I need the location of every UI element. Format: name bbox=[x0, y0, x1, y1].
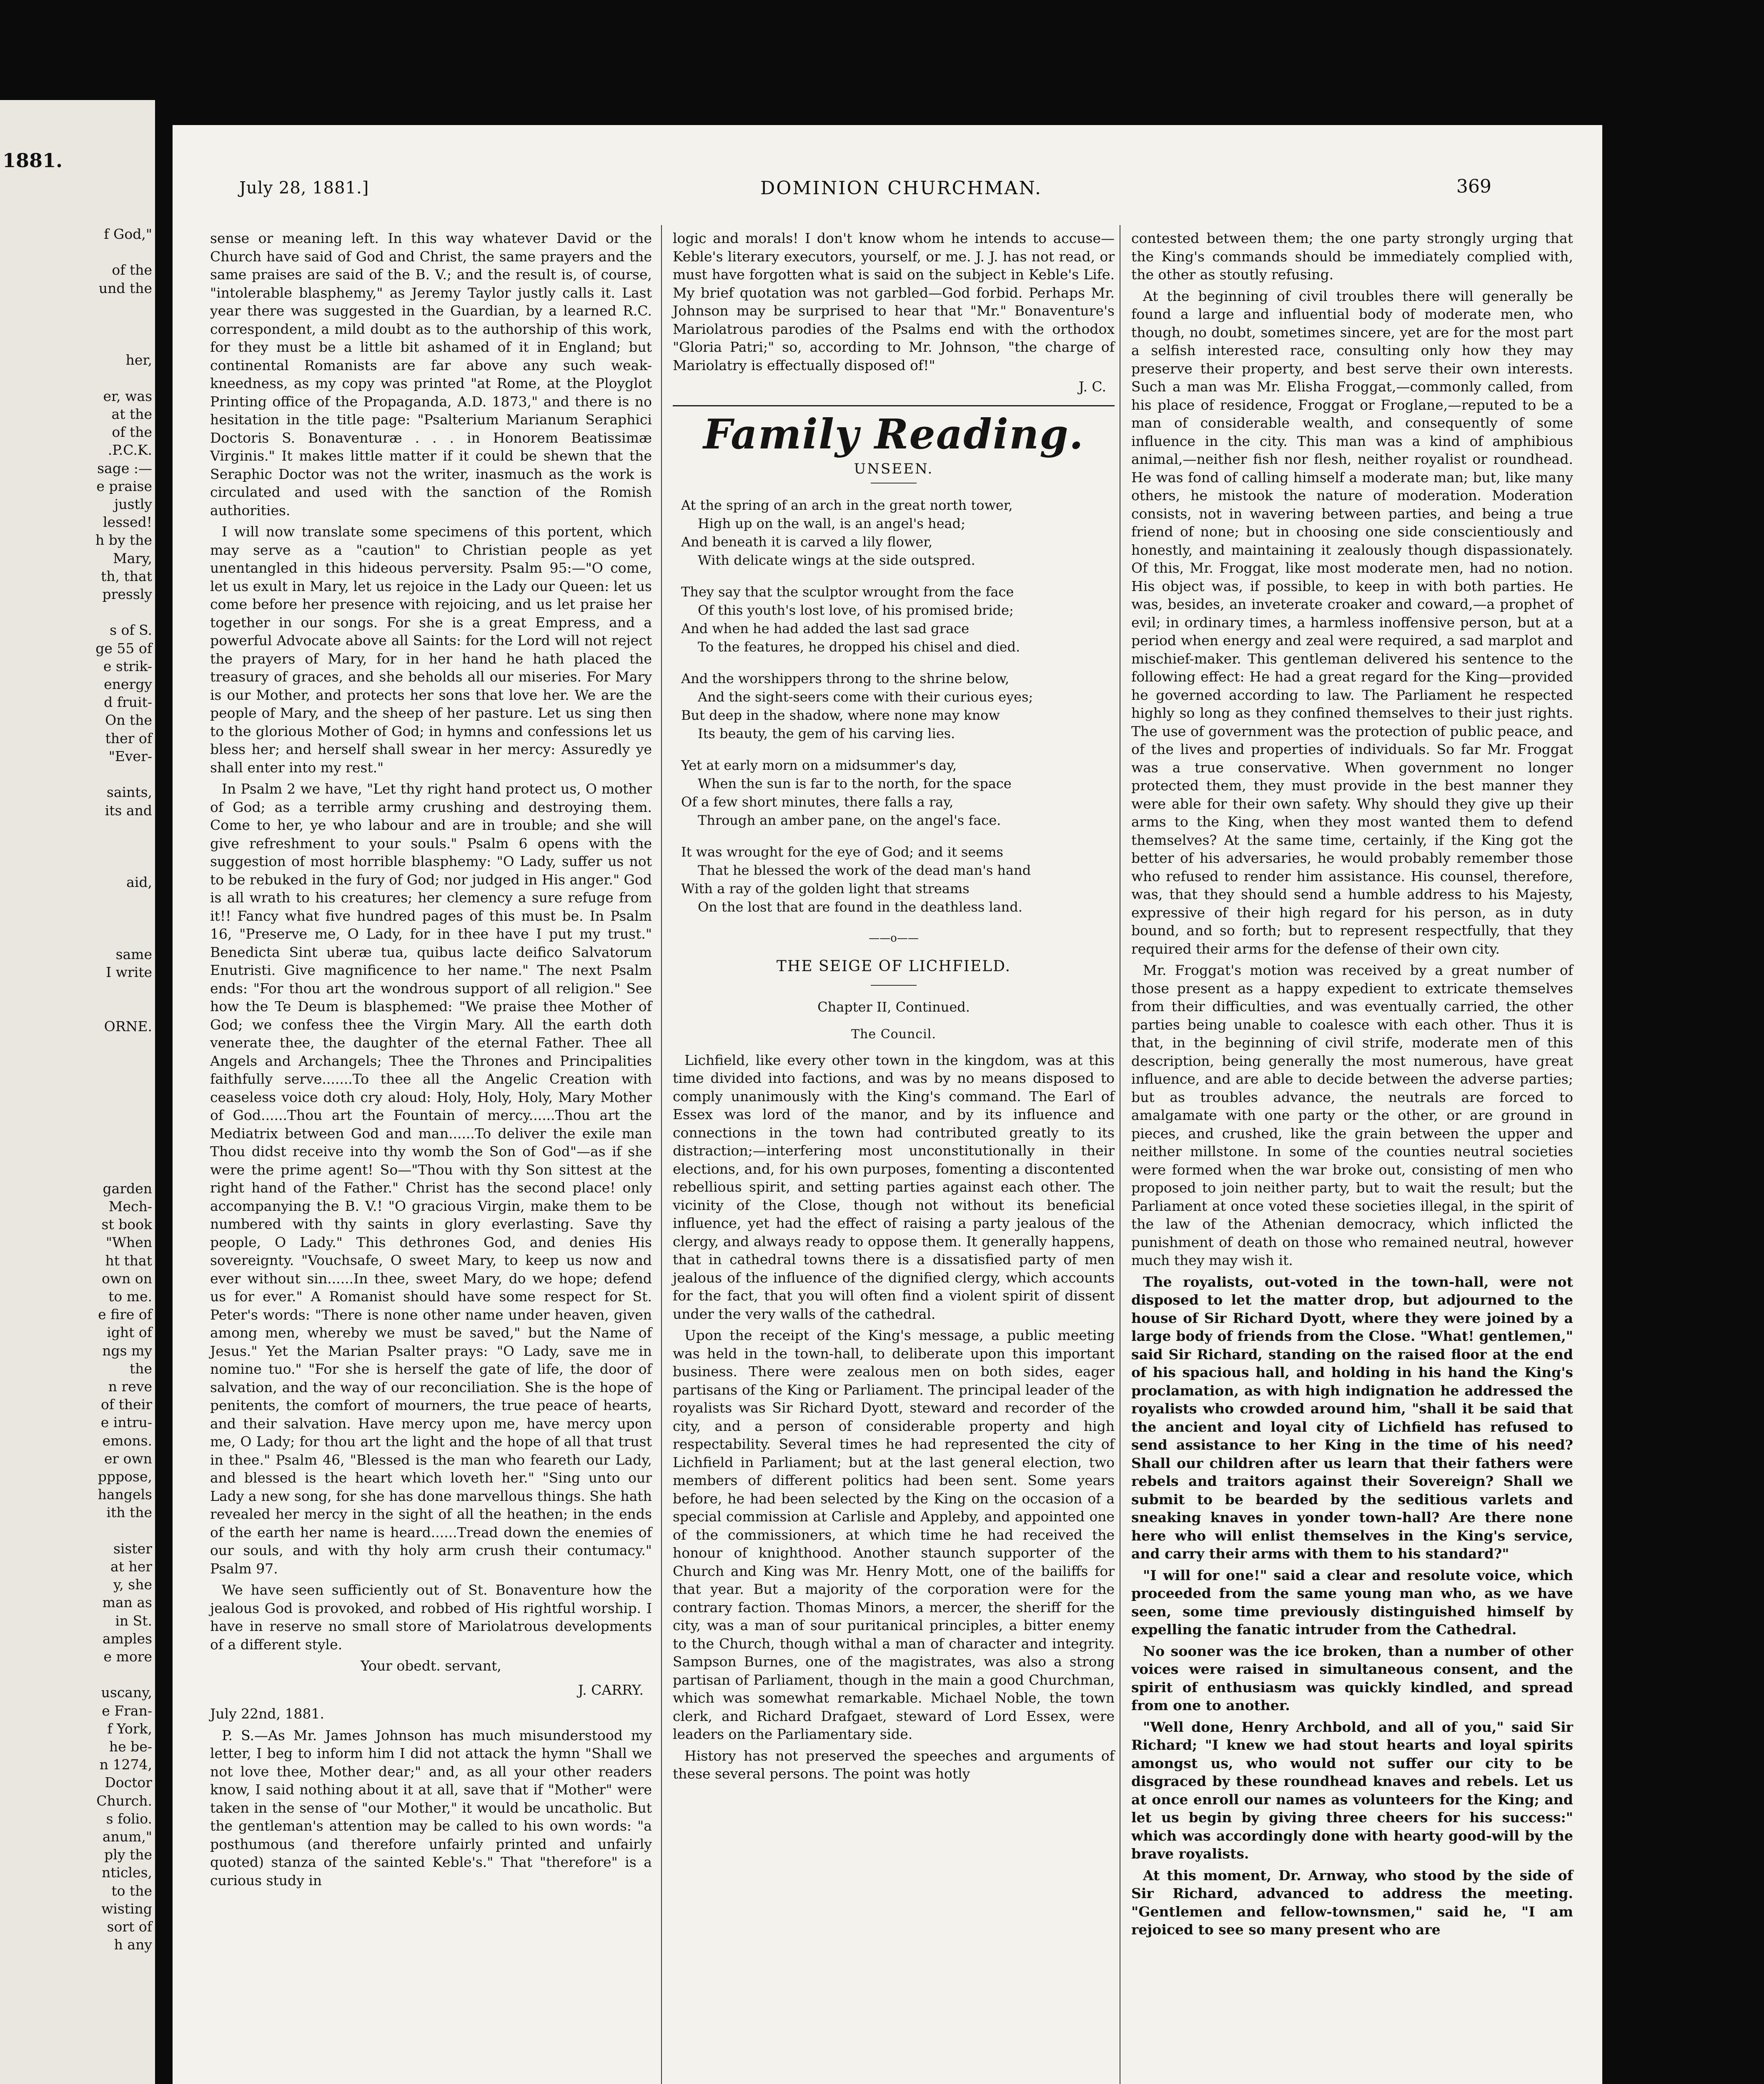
column-middle bbox=[673, 229, 1115, 1786]
letter-closing: Your obedt. servant, bbox=[361, 1658, 501, 1674]
story-paragraph: No sooner was the ice broken, than a number of other voices were raised in simultaneous consent, and the spirit of enthusiasm was quickly kindled, and spread from one to another. bbox=[1131, 1643, 1573, 1713]
letter-signature: J. CARRY. bbox=[578, 1681, 644, 1698]
previous-page-text-fragments: f God," of the und the her, er, was at the of the .P.C.K. sage :— e praise justly lessed! h by the Mary, th, that pressly s of S. ge 55 of e strik- energy d fruit- On the ther of "Ever- saints, its and aid, same I write ORNE. garden Mech- st book "When ht that own on to me. e fire of ight of ngs my the n reve of their e intru- emons. er own pppose, hangels ith the sister at her y, she man as in St. amples e more uscany, e Fran- f York, he be- n 1274, Doctor Church. s folio. anum," ply the nticles, to the wisting sort of h any bbox=[95, 226, 152, 1953]
poem-line: On the lost that are found in the deathless land. bbox=[698, 899, 1022, 915]
header-date: July 28, 1881.] bbox=[239, 178, 369, 198]
poem-line: At the spring of an arch in the great north tower, bbox=[681, 497, 1013, 513]
story-paragraph: "I will for one!" said a clear and resolute voice, which proceeded from the same young man who, as we have seen, some time previously distinguished himself by expelling the fanatic intruder from the Cathedral. bbox=[1131, 1567, 1573, 1638]
poem-line: They say that the sculptor wrought from the face bbox=[681, 584, 1014, 600]
poem-line: High up on the wall, is an angel's head; bbox=[698, 515, 965, 531]
story-rule bbox=[871, 985, 917, 986]
previous-page-edge bbox=[0, 100, 155, 2084]
letter-paragraph: sense or meaning left. In this way whatever David or the Church have said of God and Christ, the same prayers and the same praises are said of the B. V.; and the result is, of course, "intolerable blasphemy," as Jeremy Taylor justly calls it. Last year there was suggested in the Guardian, by a learned R.C. correspondent, a mild doubt as to the authorship of this work, for they must be a little bit ashamed of it in England; but continental Romanists are far above any such weak-kneedness, as my copy was printed "at Rome, at the Ployglot Printing office of the Propaganda, A.D. 1873," and there is no hesitation in the title page: "Psalterium Marianum Seraphici Doctoris S. Bonaventuræ . . . in Honorem Beatissimæ Virginis." It makes little matter if it could be shewn that the Seraphic Doctor was not the writer, inasmuch as the work is circulated and used with the sanction of the Romish authorities. bbox=[210, 230, 652, 518]
column-right bbox=[1131, 229, 1573, 1942]
letter-initials: J. C. bbox=[1078, 378, 1106, 395]
poem-stanza bbox=[681, 843, 1115, 916]
header-title: DOMINION CHURCHMAN. bbox=[760, 178, 1042, 199]
story-paragraph: Lichfield, like every other town in the kingdom, was at this time divided into factions, and was by no means disposed to comply unanimously with the King's command. The Earl of Essex was lord of the manor, and by its influence and connections in the town had contributed greatly to its distraction;—interfering most unconstitutionally in their elections, and, for his own purposes, fomenting a discontented rebellious spirit, and setting parties against each other. The vicinity of the Close, though not without its beneficial influence, yet had the effect of raising a party jealous of the clergy, and always ready to oppose them. It generally happens, that in cathedral towns there is a dissatisfied party of men jealous of the influence of the dignified clergy, which accounts for the fact, that you will often find a violent spirit of dissent under the very walls of the cathedral. bbox=[673, 1052, 1115, 1322]
story-paragraph: At the beginning of civil troubles there will generally be found a large and influential body of moderate men, who though, no doubt, sometimes sincere, yet are for the most part a selfish interested race, consulting only how they may preserve their property, and best serve their own interests. Such a man was Mr. Elisha Froggat,—commonly called, from his place of residence, Froggat or Froglane,—reputed to be a man of considerable wealth, and consequently of some influence in the city. This man was a kind of amphibious animal,—neither fish nor flesh, neither royalist or roundhead. He was fond of calling himself a moderate man; but, like many others, he mistook the nature of moderation. Moderation consists, not in wavering between parties, and being a true friend of none; but in choosing one side conscientiously and honestly, and maintaining it zealously though dispassionately. Of this, Mr. Froggat, like most moderate men, had no notion. His object was, if possible, to keep in with both parties. He was, besides, an inveterate croaker and coward,—a prophet of evil; in ordinary times, a harmless inoffensive person, but at a period when energy and zeal were required, a sad marplot and mischief-maker. This gentleman delivered his sentence to the following effect: He had a great regard for the King—provided he governed according to law. The Parliament he respected highly so long as they confined themselves to their just rights. The use of government was the protection of public peace, and of the lives and properties of individuals. So far Mr. Froggat was a true conservative. When government no longer protected them, they must provide in the best manner they were able for their own safety. Why should they give up their arms to the King, when they most wanted them to defend themselves? At the same time, certainly, if the King got the better of his adversaries, he would probably remember those who refused to render him assistance. His counsel, therefore, was, that they should send a humble address to his Majesty, expressive of their high regard for his person, as in duty bound, and so forth; but to represent respectfully, that they required their arms for the defense of their own city. bbox=[1131, 288, 1573, 957]
story-paragraph: "Well done, Henry Archbold, and all of you," said Sir Richard; "I knew we had stout hearts and loyal spirits amongst us, who would not suffer our city to be disgraced by these roundhead knaves and rebels. Let us at once enroll our names as volunteers for the King; and let us begin by giving three cheers for his success:" which was accordingly done with hearty good-will by the brave royalists. bbox=[1131, 1718, 1573, 1862]
poem-line: And the sight-seers come with their curious eyes; bbox=[698, 689, 1033, 705]
poem-line: Yet at early morn on a midsummer's day, bbox=[681, 757, 957, 773]
page-header bbox=[173, 125, 1602, 208]
newspaper-page bbox=[173, 125, 1602, 2084]
story-paragraph: contested between them; the one party strongly urging that the King's commands should be immediately complied with, the other as stoutly refusing. bbox=[1131, 230, 1573, 283]
story-paragraph: Upon the receipt of the King's message, a public meeting was held in the town-hall, to deliberate upon this important business. There were zealous men on both sides, eager partisans of the King or Parliament. The principal leader of the royalists was Sir Richard Dyott, steward and recorder of the city, and a person of considerable property and high respectability. Several times he had represented the city of Lichfield in Parliament; but at the last general election, two members of different politics had been sent. Some years before, he had been selected by the King on the occasion of a special commission at Carlisle and Appleby, and appointed one of the commissioners, at which time he had received the honour of knighthood. Another staunch supporter of the Church and King was Mr. Henry Mott, one of the bailiffs for that year. But a majority of the corporation were for the contrary faction. Thomas Minors, a mercer, the sheriff for the city, was a man of sour puritanical principles, a bitter enemy to the Church, though withal a man of character and integrity. Sampson Burnes, one of the magistrates, was also a strong partisan of Parliament, though in the main a good Churchman, which was somewhat remarkable. Michael Noble, the town clerk, and Richard Drafgaet, steward of Lord Essex, were leaders on the Parliamentary side. bbox=[673, 1327, 1115, 1742]
story-paragraph: The royalists, out-voted in the town-hall, were not disposed to let the matter drop, but adjourned to the house of Sir Richard Dyott, where they were joined by a large body of friends from the Close. "What! gentlemen," said Sir Richard, standing on the raised floor at the end of his spacious hall, and holding in his hand the King's proclamation, as with high indignation he addressed the royalists who crowded around him, "shall it be said that the ancient and loyal city of Lichfield has refused to send assistance to her King in the time of his need? Shall our children after us learn that their fathers were rebels and traitors against their Sovereign? Shall we submit to be bearded by the seditious varlets and sneaking knaves in yonder town-hall? Are there none here who will enlist themselves in the King's service, and carry their arms with them to his standard?" bbox=[1131, 1273, 1573, 1562]
header-page-number: 369 bbox=[1456, 176, 1491, 197]
poem-line: And beneath it is carved a lily flower, bbox=[681, 534, 933, 550]
chapter-subheading: The Council. bbox=[851, 1027, 936, 1042]
poem-stanza bbox=[681, 756, 1115, 829]
poem-line: With delicate wings at the side outspred. bbox=[698, 552, 975, 568]
poem-line: And when he had added the last sad grace bbox=[681, 620, 970, 636]
story-paragraph: At this moment, Dr. Arnway, who stood by the side of Sir Richard, advanced to address the meeting. "Gentlemen and fellow-townsmen," said he, "I am rejoiced to see so many present who are bbox=[1131, 1867, 1573, 1938]
story-paragraph: History has not preserved the speeches and arguments of these several persons. The point was hotly bbox=[673, 1747, 1115, 1782]
letter-paragraph: I will now translate some specimens of this portent, which may serve as a "caution" to Christian people as yet unentangled in this hideous perversity. Psalm 95:—"O come, let us exult in Mary, let us rejoice in the Lady our Queen: let us come before her presence with rejoicing, and us let praise her together in our songs. For she is a great Empress, and a powerful Advocate above all Saints: for the Lord will not reject the prayers of Mary, for in her hand he hath placed the treasury of graces, and she beholds all our miseries. For Mary is our Mother, and protects her sons that love her. We are the people of Mary, and the sheep of her pasture. Let us sing then to the glorious Mother of God; in hymns and confessions let us bless her; and herself shall swear in her mercy: Assuredly ye shall enter into my rest." bbox=[210, 524, 652, 776]
poem-stanza bbox=[681, 496, 1115, 569]
poem bbox=[673, 496, 1115, 916]
poem-line: To the features, he dropped his chisel and died. bbox=[698, 639, 1020, 655]
poem-line: That he blessed the work of the dead man's hand bbox=[698, 862, 1031, 878]
poem-line: It was wrought for the eye of God; and it seems bbox=[681, 844, 1003, 860]
poem-line: With a ray of the golden light that streams bbox=[681, 880, 970, 897]
letter-continuation: logic and morals! I don't know whom he intends to accuse—Keble's literary executors, yourself, or me. J. J. has not read, or must have forgotten what is said on the subject in Keble's Life. My brief quotation was not garbled—God forbid. Perhaps Mr. Johnson may be surprised to hear that "Mr." Bonaventure's Mariolatrous parodies of the Psalms end with the orthodox "Gloria Patri;" so, according to Mr. Johnson, "the charge of Mariolatry is effectually disposed of!" bbox=[673, 230, 1115, 373]
poem-line: Of this youth's lost love, of his promised bride; bbox=[698, 602, 1014, 618]
poem-line: Through an amber pane, on the angel's face. bbox=[698, 812, 1001, 828]
poem-line: Its beauty, the gem of his carving lies. bbox=[698, 725, 955, 741]
poem-stanza bbox=[681, 669, 1115, 743]
section-title: Family Reading. bbox=[703, 410, 1084, 458]
previous-page-year: 1881. bbox=[3, 149, 63, 172]
letter-dateline: July 22nd, 1881. bbox=[210, 1706, 324, 1722]
separator: ——o—— bbox=[869, 932, 919, 944]
letter-paragraph: In Psalm 2 we have, "Let thy right hand protect us, O mother of God; as a terrible army crushing and destroying them. Come to her, ye who labour and are in trouble; and she will give refreshment to your souls." Psalm 6 opens with the suggestion of most horrible blasphemy: "O Lady, suffer us not to be rebuked in the fury of God; nor judged in His anger." God is all wrath to his creatures; her clemency a sure refuge from it!! Fancy what five hundred pages of this must be. In Psalm 16, "Preserve me, O Lady, for in thee have I put my trust." Benedicta Sint uberæ tua, quibus lacte deifico Salvatorum Enutristi. Give magnificence to her name." The next Psalm ends: "For thou art the wondrous support of all religion." See how the Te Deum is blasphemed: "We praise thee Mother of God; we confess thee the Virgin Mary. All the earth doth venerate thee, the daughter of the eternal Father. Thee all Angels and Archangels; Thee the Thrones and Principalities faithfully serve.......To thee all the Angelic Creation with ceaseless voice doth cry aloud: Holy, Holy, Holy, Mary Mother of God......Thou art the Fountain of mercy......Thou art the Mediatrix between God and man......To deliver the exile man Thou didst receive into thy womb the Son of God"—as if she were the prime agent! So—"Thou with thy Son sittest at the right hand of the Father." Christ has the second place! only accompanying the B. V.! "O gracious Virgin, make them to be numbered with thy saints in glory everlasting. Save thy people, O Lady." This dethrones God, and denies His sovereignty. "Vouchsafe, O sweet Mary, to keep us now and ever without sin......In thee, sweet Mary, do we hope; defend us for ever." A Romanist should have some respect for St. Peter's words: "There is none other name under heaven, given among men, whereby we must be saved," but the Name of Jesus." Yet the Marian Psalter prays: "O Lady, save me in nomine tuo." "For she is herself the gate of life, the door of salvation, and the way of our reconciliation. She is the hope of penitents, the comfort of mourners, the true peace of hearts, and their salvation. Have mercy upon me, have mercy upon me, O Lady; for thou art the light and the hope of all that trust in thee." Psalm 46, "Blessed is the man who feareth our Lady, and blessed is the heart which loveth her." "Sing unto our Lady a new song, for she has done marvellous things. She hath revealed her mercy in the sight of all the heathen; in the ends of the earth her name is heard......Tread down the enemies of our souls, and with thy holy arm crush their contumacy." Psalm 97. bbox=[210, 781, 652, 1577]
section-rule bbox=[673, 405, 1115, 406]
poem-line: When the sun is far to the north, for the space bbox=[698, 775, 1012, 792]
poem-title: UNSEEN. bbox=[854, 461, 934, 477]
story-paragraph: Mr. Froggat's motion was received by a great number of those present as a happy expedient to extricate themselves from their difficulties, and was eventually carried, the other parties being unable to coalesce with each other. Thus it is that, in the beginning of civil strife, moderate men of this description, being generally the most numerous, have great influence, and are able to decide between the adverse parties; but as troubles advance, the neutrals are forced to amalgamate with one party or the other, or are ground in pieces, and crushed, like the grain between the upper and neither millstone. In some of the counties neutral societies were formed when the war broke out, consisting of men who proposed to join neither party, but to wait the result; but the Parliament at once voted these societies illegal, in the spirit of the law of the Athenian democracy, which inflicted the punishment of death on those who remained neutral, however much they may wish it. bbox=[1131, 962, 1573, 1268]
poem-line: But deep in the shadow, where none may know bbox=[681, 707, 1000, 723]
story-title: THE SEIGE OF LICHFIELD. bbox=[776, 958, 1011, 975]
poem-stanza bbox=[681, 583, 1115, 656]
column-left bbox=[210, 229, 652, 1893]
letter-postscript: P. S.—As Mr. James Johnson has much misunderstood my letter, I beg to inform him I did not attack the hymn "Shall we not love thee, Mother dear;" and, as all your other readers know, I said nothing about it at all, save that if "Mother" were taken in the sense of "our Mother," it would be uncatholic. But the gentleman's attention may be called to his own words: "a posthumous (and therefore unfairly printed and unfairly quoted) stanza of the sainted Keble's." That "therefore" is a curious study in bbox=[210, 1727, 652, 1889]
poem-line: Of a few short minutes, there falls a ray, bbox=[681, 794, 954, 810]
poem-line: And the worshippers throng to the shrine below, bbox=[681, 670, 1010, 686]
chapter-heading: Chapter II, Continued. bbox=[817, 999, 970, 1015]
letter-paragraph: We have seen sufficiently out of St. Bonaventure how the jealous God is provoked, and robbed of His rightful worship. I have in reserve no small store of Mariolatrous developments of a different style. bbox=[210, 1582, 652, 1653]
column-divider bbox=[661, 225, 662, 2084]
